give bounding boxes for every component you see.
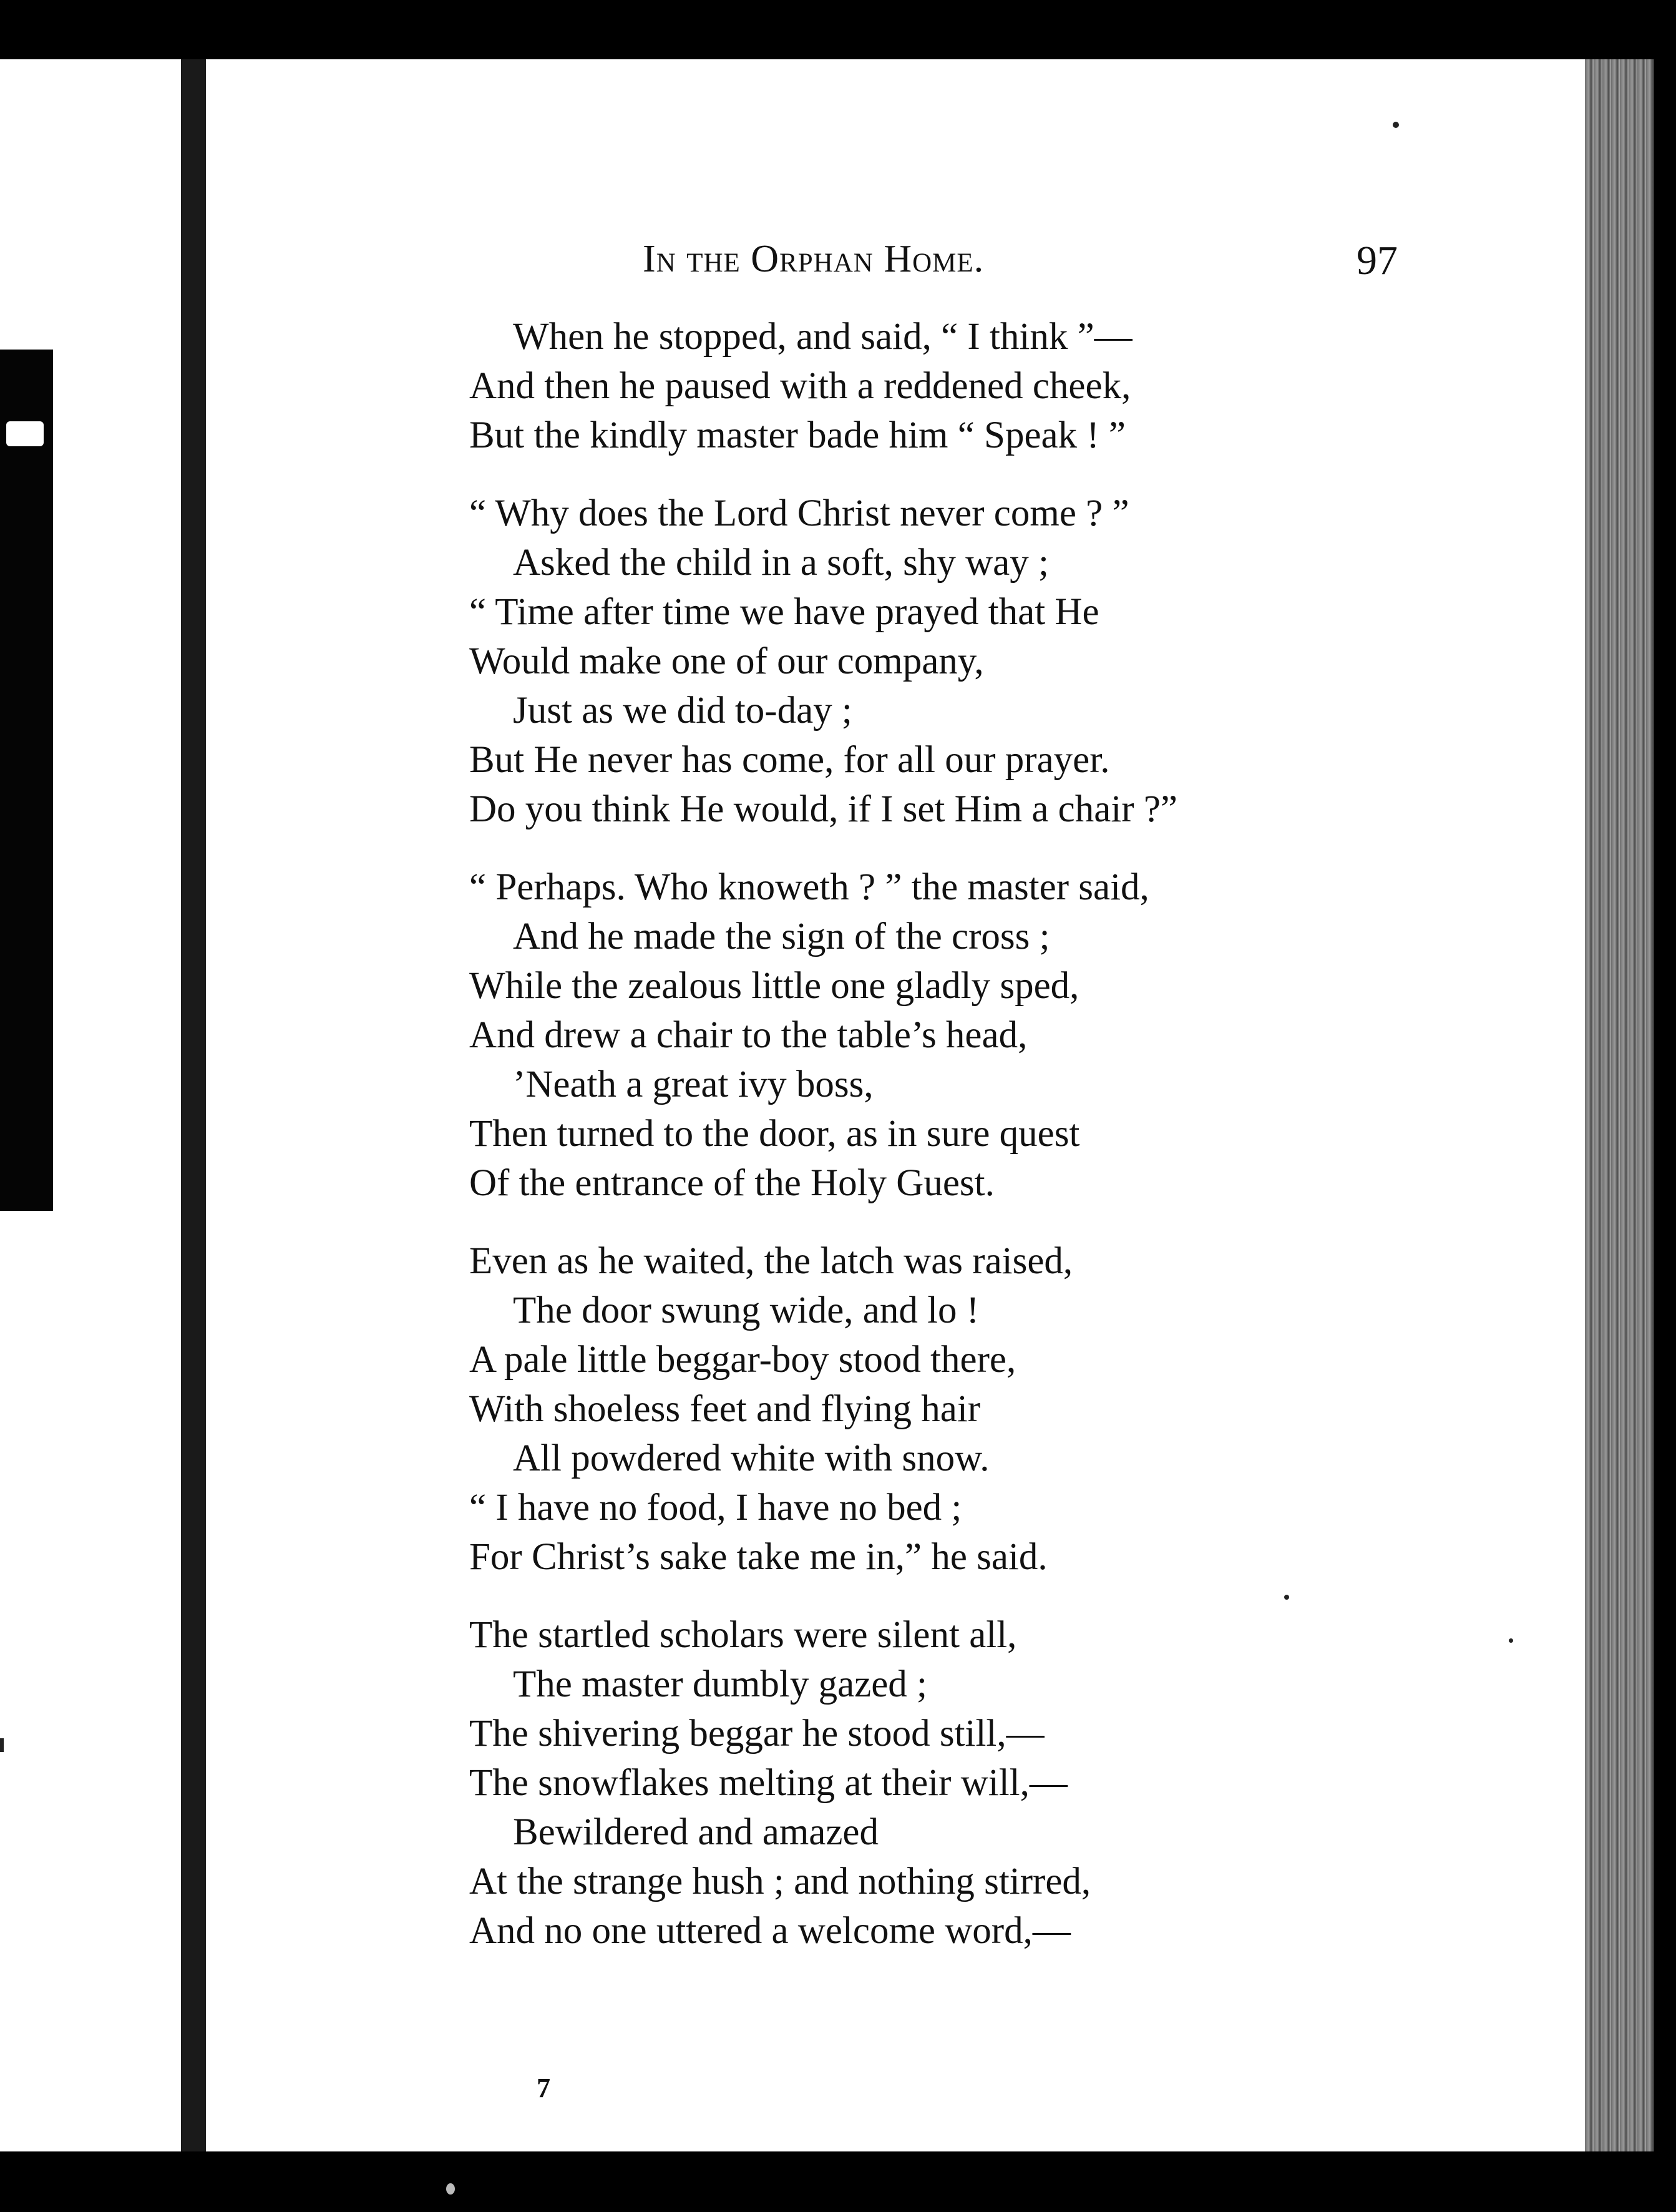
speck (446, 2183, 455, 2195)
speck (1284, 1595, 1289, 1600)
poem-line: Just as we did to-day ; (513, 690, 852, 732)
poem-line: And drew a chair to the table’s head, (469, 1014, 1028, 1056)
poem-line: Then turned to the door, as in sure quest (469, 1113, 1080, 1155)
page-edges (1585, 59, 1654, 2151)
poem-line: Bewildered and amazed (513, 1811, 879, 1853)
running-title: In the Orphan Home. (643, 238, 985, 280)
strip-notch (6, 421, 44, 446)
signature-mark: 7 (537, 2073, 550, 2103)
stanza (469, 1610, 1355, 1955)
poem-line: And he made the sign of the cross ; (513, 916, 1050, 957)
poem-line: Do you think He would, if I set Him a chair ?” (469, 788, 1177, 830)
stanza (469, 312, 1355, 460)
poem-line: “ I have no food, I have no bed ; (469, 1487, 962, 1529)
poem-line: Of the entrance of the Holy Guest. (469, 1162, 995, 1204)
page-number: 97 (1357, 238, 1398, 283)
poem-line: While the zealous little one gladly sped, (469, 965, 1079, 1007)
poem-line: The door swung wide, and lo ! (513, 1290, 980, 1331)
poem-line: And then he paused with a reddened cheek, (469, 365, 1131, 407)
poem-line: The master dumbly gazed ; (513, 1663, 928, 1705)
facing-page-edge (0, 59, 181, 2151)
poem-line: The startled scholars were silent all, (469, 1614, 1017, 1656)
poem-line: With shoeless feet and flying hair (469, 1388, 981, 1430)
poem-body (469, 312, 1355, 1984)
poem-line: Even as he waited, the latch was raised, (469, 1240, 1073, 1282)
poem-line: All powdered white with snow. (513, 1437, 990, 1479)
poem-line: When he stopped, and said, “ I think ”— (513, 316, 1133, 358)
poem-line: The shivering beggar he stood still,— (469, 1713, 1045, 1754)
poem-line: “ Perhaps. Who knoweth ? ” the master said, (469, 866, 1149, 908)
stanza (469, 1236, 1355, 1582)
poem-line: And no one uttered a welcome word,— (469, 1910, 1071, 1952)
stanza (469, 863, 1355, 1208)
speck (1509, 1638, 1513, 1643)
poem-line: But the kindly master bade him “ Speak ! ” (469, 414, 1126, 456)
poem-line: “ Time after time we have prayed that He (469, 591, 1099, 633)
poem-line: Would make one of our company, (469, 640, 984, 682)
stanza (469, 489, 1355, 834)
poem-line: The snowflakes melting at their will,— (469, 1762, 1068, 1804)
book-gutter (181, 59, 206, 2151)
poem-line: At the strange hush ; and nothing stirred, (469, 1861, 1091, 1902)
poem-line: ’Neath a great ivy boss, (513, 1064, 874, 1105)
margin-mark (0, 1738, 4, 1752)
poem-line: But He never has come, for all our prayer. (469, 739, 1110, 781)
poem-line: For Christ’s sake take me in,” he said. (469, 1536, 1048, 1578)
poem-line: Asked the child in a soft, shy way ; (513, 542, 1049, 584)
poem-line: “ Why does the Lord Christ never come ? ” (469, 492, 1129, 534)
facing-page-dark-strip (0, 350, 53, 1211)
poem-line: A pale little beggar-boy stood there, (469, 1339, 1016, 1381)
speck (1393, 122, 1399, 128)
page-header (643, 237, 1398, 293)
